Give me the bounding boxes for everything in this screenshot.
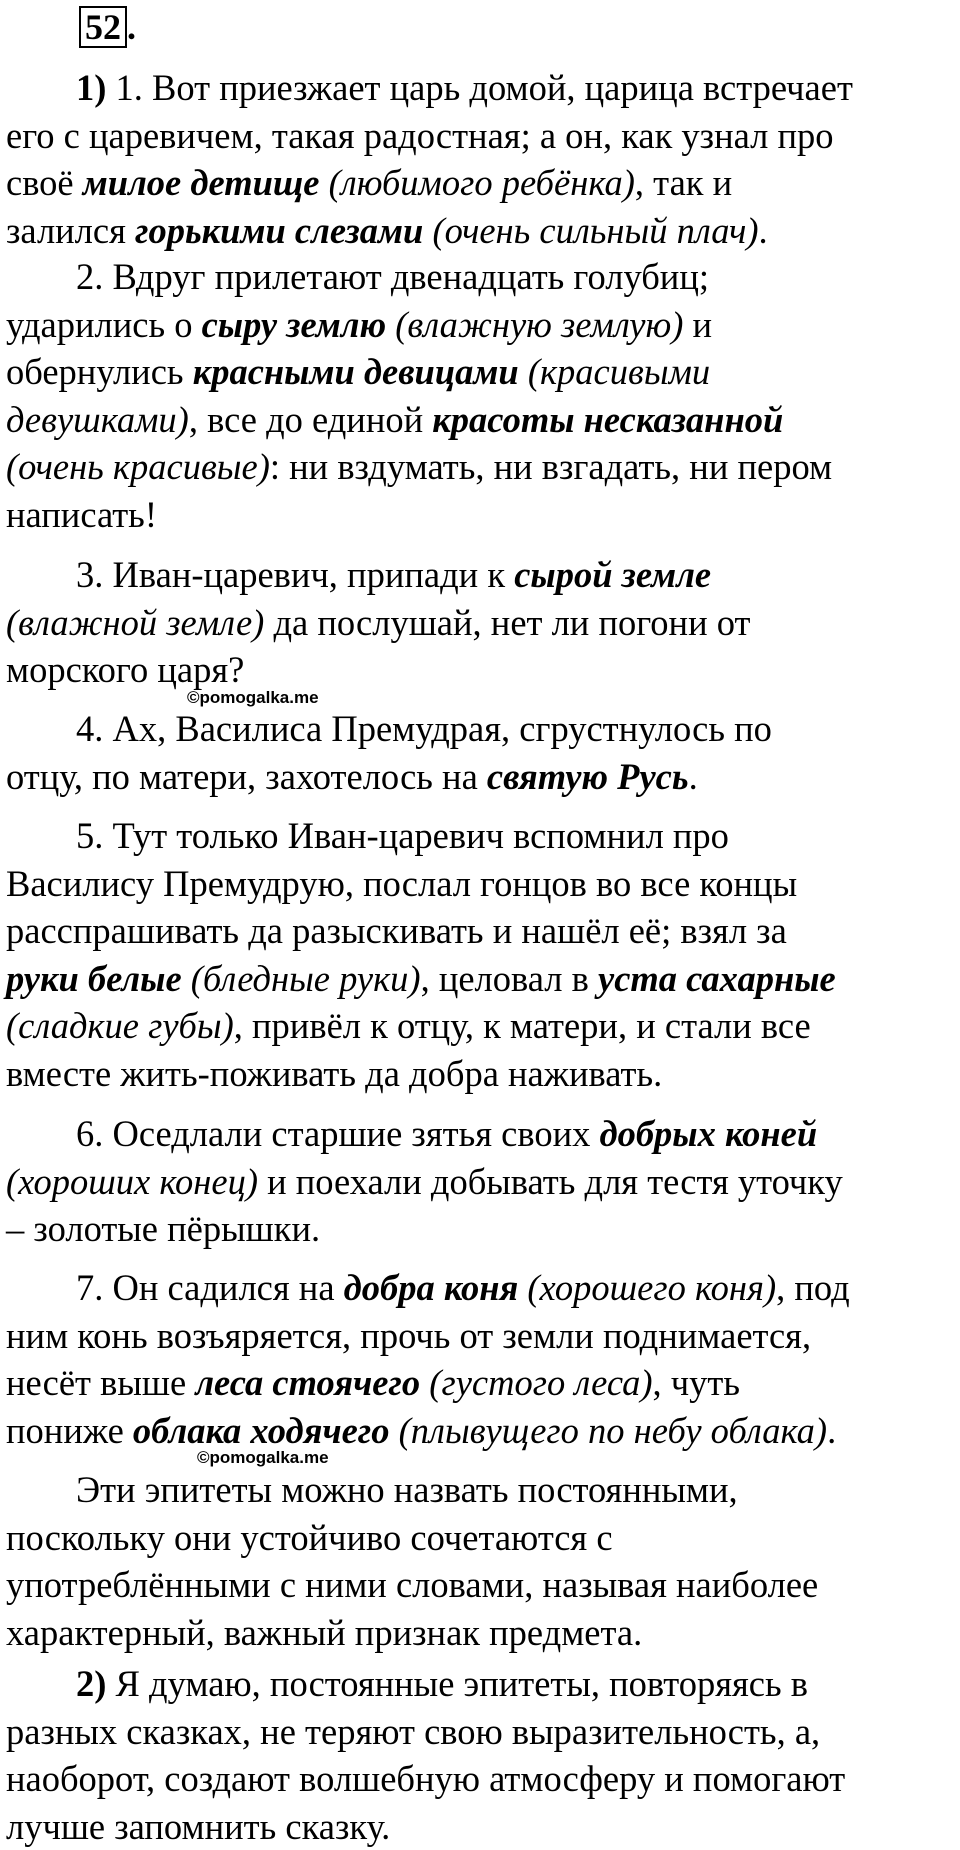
epithet-gloss: (влажную землую) (395, 304, 683, 345)
paragraph-line: разных сказках, не теряют свою выразительность, а, (6, 1708, 956, 1756)
epithet: святую Русь (487, 756, 689, 797)
paragraph-line: характерный, важный признак предмета. (6, 1609, 956, 1657)
paragraph-line: ним конь возъяряется, прочь от земли поднимается, (6, 1312, 956, 1360)
epithet: сырой земле (514, 554, 711, 595)
paragraph-line: пониже облака ходячего (плывущего по небу облака). (6, 1407, 956, 1455)
paragraph-line: (влажной земле) да послушай, нет ли погони от (6, 599, 956, 647)
epithet: красными девицами (193, 351, 519, 392)
task-number-dot: . (127, 7, 136, 47)
paragraph-line: 5. Тут только Иван-царевич вспомнил про (6, 812, 956, 860)
paragraph-3 (6, 551, 956, 694)
epithet: добрых коней (599, 1113, 817, 1154)
epithet-gloss: (плывущего по небу облака) (399, 1410, 827, 1451)
paragraph-line: залился горькими слезами (очень сильный плач). (6, 207, 956, 255)
epithet-gloss: девушками) (6, 399, 189, 440)
paragraph-line: несёт выше леса стоячего (густого леса), чуть (6, 1359, 956, 1407)
paragraph-line: 3. Иван-царевич, припади к сырой земле (6, 551, 956, 599)
paragraph-2 (6, 253, 956, 538)
task-number (79, 6, 136, 48)
epithet-gloss: (сладкие губы) (6, 1005, 234, 1046)
part-label: 1) (76, 67, 106, 108)
epithet-gloss: (влажной земле) (6, 602, 264, 643)
paragraph-line: ударились о сыру землю (влажную землую) и (6, 301, 956, 349)
epithet-gloss: (хороших конец) (6, 1161, 258, 1202)
paragraph-line: девушками), все до единой красоты несказанной (6, 396, 956, 444)
paragraph-line: обернулись красными девицами (красивыми (6, 348, 956, 396)
paragraph-line: расспрашивать да разыскивать и нашёл её; взял за (6, 907, 956, 955)
paragraph-line: (очень красивые): ни вздумать, ни взгадать, ни пером (6, 443, 956, 491)
paragraph-1 (6, 64, 956, 254)
epithet: милое детище (83, 162, 320, 203)
paragraph-line: 2. Вдруг прилетают двенадцать голубиц; (6, 253, 956, 301)
paragraph-line: руки белые (бледные руки), целовал в уста сахарные (6, 955, 956, 1003)
paragraph-line: (сладкие губы), привёл к отцу, к матери, и стали все (6, 1002, 956, 1050)
paragraph-line: написать! (6, 491, 956, 539)
paragraph-line: лучше запомнить сказку. (6, 1803, 956, 1850)
paragraph-line: морского царя? (6, 646, 956, 694)
paragraph-line: наоборот, создают волшебную атмосферу и помогают (6, 1755, 956, 1803)
epithet: уста сахарные (598, 958, 836, 999)
epithet: руки белые (6, 958, 182, 999)
epithet: леса стоячего (195, 1362, 420, 1403)
task-number-box: 52 (79, 6, 127, 48)
paragraph-line: (хороших конец) и поехали добывать для тестя уточку (6, 1158, 956, 1206)
paragraph-4 (6, 705, 956, 800)
paragraph-9 (6, 1660, 956, 1850)
paragraph-line: 6. Оседлали старшие зятья своих добрых коней (6, 1110, 956, 1158)
epithet-gloss: (очень красивые) (6, 446, 270, 487)
watermark: ©pomogalka.me (197, 1448, 329, 1468)
paragraph-line: употреблёнными с ними словами, называя наиболее (6, 1561, 956, 1609)
epithet: горькими слезами (135, 210, 423, 251)
paragraph-line: вместе жить-поживать да добра наживать. (6, 1050, 956, 1098)
paragraph-line: своё милое детище (любимого ребёнка), так и (6, 159, 956, 207)
paragraph-line: 2) Я думаю, постоянные эпитеты, повторяясь в (6, 1660, 956, 1708)
paragraph-8 (6, 1466, 956, 1656)
paragraph-line: 1) 1. Вот приезжает царь домой, царица встречает (6, 64, 956, 112)
part-label: 2) (76, 1663, 106, 1704)
watermark: ©pomogalka.me (187, 688, 319, 708)
paragraph-5 (6, 812, 956, 1097)
paragraph-line: отцу, по матери, захотелось на святую Русь. (6, 753, 956, 801)
epithet: красоты несказанной (432, 399, 783, 440)
epithet: добра коня (344, 1267, 519, 1308)
epithet-gloss: (бледные руки) (191, 958, 421, 999)
epithet-gloss: (хорошего коня) (527, 1267, 776, 1308)
epithet-gloss: (очень сильный плач) (432, 210, 758, 251)
epithet-gloss: (густого леса) (429, 1362, 652, 1403)
epithet: сыру землю (202, 304, 387, 345)
paragraph-line: 4. Ах, Василиса Премудрая, сгрустнулось по (6, 705, 956, 753)
epithet-gloss: (любимого ребёнка) (329, 162, 635, 203)
paragraph-7 (6, 1264, 956, 1454)
paragraph-line: поскольку они устойчиво сочетаются с (6, 1514, 956, 1562)
paragraph-line: его с царевичем, такая радостная; а он, как узнал про (6, 112, 956, 160)
paragraph-line: – золотые пёрышки. (6, 1205, 956, 1253)
paragraph-line: Эти эпитеты можно назвать постоянными, (6, 1466, 956, 1514)
paragraph-line: Василису Премудрую, послал гонцов во все концы (6, 860, 956, 908)
epithet: облака ходячего (133, 1410, 390, 1451)
paragraph-line: 7. Он садился на добра коня (хорошего коня), под (6, 1264, 956, 1312)
paragraph-6 (6, 1110, 956, 1253)
epithet-gloss: (красивыми (528, 351, 710, 392)
